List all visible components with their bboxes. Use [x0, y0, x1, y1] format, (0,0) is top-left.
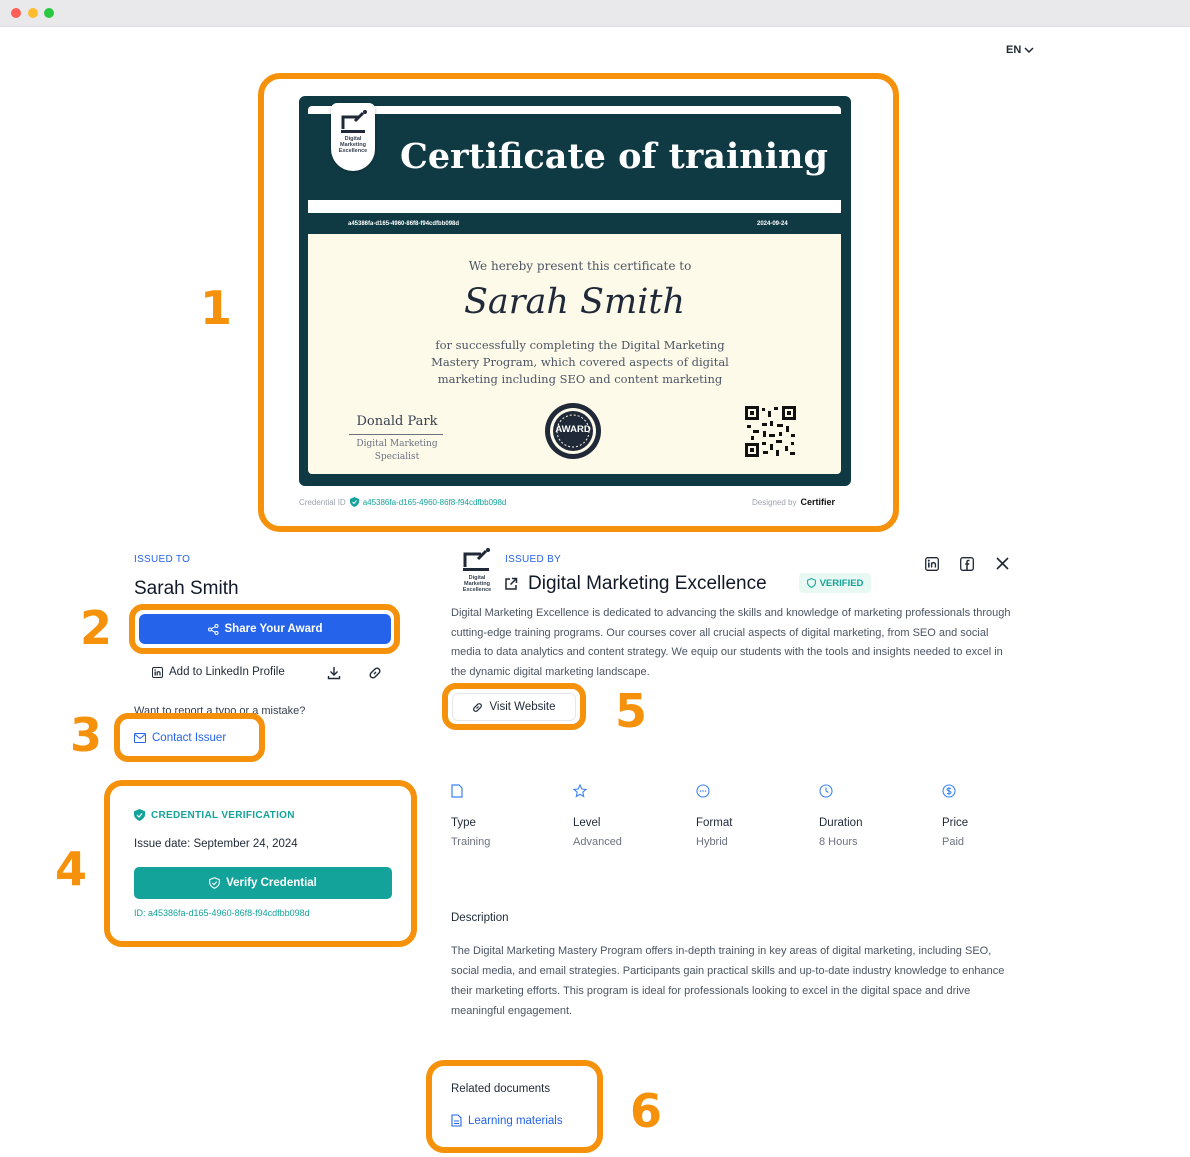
linkedin-icon[interactable]: [925, 557, 939, 571]
star-icon: [573, 784, 587, 798]
chevron-down-icon: [1024, 46, 1034, 54]
add-to-linkedin-label: Add to LinkedIn Profile: [169, 666, 285, 678]
recipient-name: Sarah Smith: [134, 578, 239, 599]
add-to-linkedin-button[interactable]: [152, 666, 285, 678]
badge-text: Digital Marketing Excellence: [338, 136, 368, 154]
attribute-format: [696, 784, 806, 848]
certifier-brand[interactable]: Certifier: [800, 497, 835, 507]
callout-number-1: 1: [200, 281, 233, 335]
shield-icon: [807, 578, 816, 588]
signer-name: Donald Park: [356, 414, 438, 429]
dollar-icon: [942, 784, 956, 798]
chat-icon: [696, 784, 710, 798]
issuer-logo-text: Digital Marketing Excellence: [462, 575, 492, 593]
copy-link-icon[interactable]: [368, 666, 382, 680]
signer-role: Digital Marketing: [356, 439, 438, 449]
attribute-label: Format: [696, 817, 733, 829]
callout-number-2: 2: [80, 601, 113, 655]
certificate-body-line: Mastery Program, which covered aspects of digital: [431, 355, 729, 369]
attribute-value: Hybrid: [696, 836, 728, 848]
attribute-value: Training: [451, 836, 491, 848]
callout-box-1: [258, 73, 899, 532]
verification-title: CREDENTIAL VERIFICATION: [151, 809, 295, 821]
attribute-value: Advanced: [573, 836, 622, 848]
learning-materials-label: Learning materials: [468, 1114, 563, 1127]
attribute-label: Type: [451, 817, 476, 829]
certificate-body-line: marketing including SEO and content marketing: [437, 372, 723, 386]
megaphone-icon: [459, 547, 495, 575]
callout-number-4: 4: [55, 842, 88, 896]
credential-id-value[interactable]: a45386fa-d165-4960-86f8-f94cdfbb098d: [362, 497, 507, 507]
issuer-logo: [459, 547, 495, 593]
callout-number-6: 6: [630, 1084, 663, 1138]
description-text: The Digital Marketing Mastery Program offers in-depth training in key areas of digital marketing, including SEO, social media, and email strategies. Participants gain practical skills and up-to-date industry knowledge to enhance their marketing efforts. This program is ideal for professionals looking to excel in the digital space and drive meaningful engagement.: [451, 945, 1005, 1017]
contact-issuer-label: Contact Issuer: [152, 732, 227, 744]
issue-date: Issue date: September 24, 2024: [134, 838, 298, 850]
attribute-duration: [819, 784, 929, 848]
award-seal-text: AWARD: [555, 424, 591, 435]
callout-box-3: [114, 713, 265, 762]
verified-badge: [799, 573, 871, 593]
callout-number-3: 3: [70, 708, 103, 762]
facebook-icon[interactable]: [960, 557, 974, 571]
credential-id-label: Credential ID: [299, 497, 346, 507]
issued-to-label: ISSUED TO: [134, 554, 191, 565]
document-icon: [451, 784, 463, 798]
attribute-label: Level: [573, 817, 601, 829]
related-documents-title: Related documents: [451, 1083, 551, 1095]
callout-box-5: [442, 683, 586, 730]
designed-by-label: Designed by: [752, 497, 797, 507]
language-label: EN: [1006, 44, 1022, 56]
visit-website-label: Visit Website: [489, 701, 556, 713]
certificate-body-line: for successfully completing the Digital Marketing: [435, 338, 725, 352]
language-selector[interactable]: [1006, 44, 1034, 56]
description-title: Description: [451, 912, 509, 924]
certificate-title: Certificate of training: [400, 136, 828, 177]
attribute-price: [942, 784, 1002, 848]
external-link-icon[interactable]: [504, 577, 518, 591]
certificate-meta-date: 2024-09-24: [757, 221, 788, 227]
credential-id[interactable]: ID: a45386fa-d165-4960-86f8-f94cdfbb098d: [134, 908, 310, 918]
attribute-value: 8 Hours: [819, 836, 858, 848]
issued-by-label: ISSUED BY: [505, 554, 562, 565]
signer-role: Specialist: [374, 452, 420, 462]
certificate-intro: We hereby present this certificate to: [468, 259, 692, 273]
issuer-name[interactable]: Digital Marketing Excellence: [528, 573, 767, 594]
verified-label: VERIFIED: [819, 577, 864, 589]
report-mistake-text: Want to report a typo or a mistake?: [134, 705, 306, 717]
attribute-value: Paid: [942, 836, 965, 848]
callout-box-2: [129, 604, 400, 654]
clock-icon: [819, 784, 833, 798]
attribute-type: [451, 784, 561, 848]
issuer-description: Digital Marketing Excellence is dedicated to advancing the skills and knowledge of marketing professionals through cutting-edge training programs. Our courses cover all crucial aspects of digital marketing, from SEO and social media to data analytics and content strategy. We equip our students with the tools and insights needed to excel in the dynamic digital marketing landscape.: [451, 607, 1011, 678]
download-icon[interactable]: [327, 666, 341, 680]
close-window-button[interactable]: [11, 8, 21, 18]
callout-number-5: 5: [615, 684, 648, 738]
linkedin-icon: [152, 667, 163, 678]
x-icon[interactable]: [996, 557, 1009, 570]
verify-credential-label: Verify Credential: [226, 877, 317, 889]
certificate-meta-id: a45386fa-d165-4960-86f8-f94cdfbb098d: [348, 221, 460, 227]
minimize-window-button[interactable]: [28, 8, 38, 18]
share-award-label: Share Your Award: [224, 623, 323, 635]
attribute-label: Price: [942, 817, 969, 829]
maximize-window-button[interactable]: [44, 8, 54, 18]
credential-attributes: [451, 784, 991, 854]
attribute-label: Duration: [819, 817, 863, 829]
window-titlebar: [0, 0, 1190, 27]
callout-box-6: [426, 1060, 603, 1153]
callout-box-4: [104, 780, 417, 947]
certificate-recipient: Sarah Smith: [463, 282, 686, 322]
attribute-level: [573, 784, 683, 848]
